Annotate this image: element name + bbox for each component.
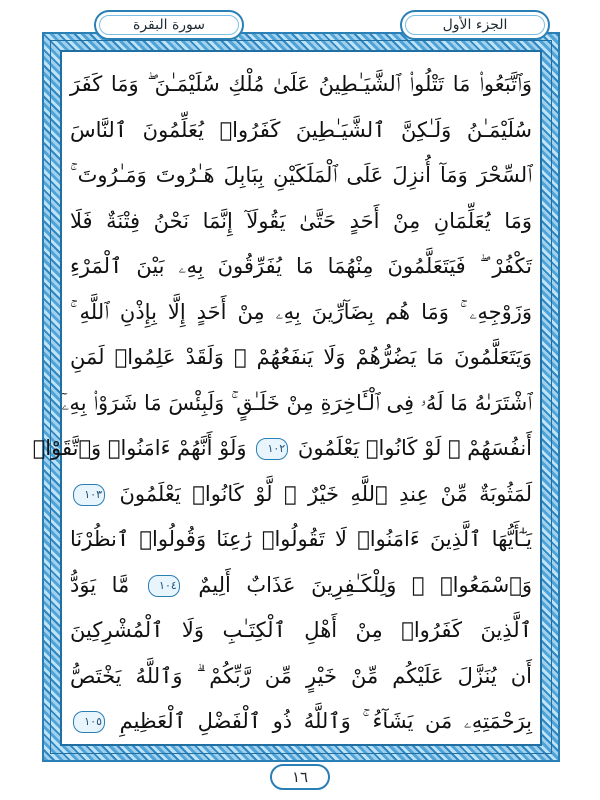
ayah-number-marker: ١٠٣ xyxy=(73,484,105,506)
verse-text: مَّا يَوَدُّ xyxy=(70,572,130,597)
verse-text: يَـٰٓأَيُّهَا ٱلَّذِينَ ءَامَنُوا۟ لَا تَقُولُوا۟ رَٰعِنَا وَقُولُوا۟ ٱنظُرْنَا xyxy=(70,527,532,551)
page-number xyxy=(270,764,330,790)
verse-text: تَكْفُرْ ۖ فَيَتَعَلَّمُونَ مِنْهُمَا مَا يُفَرِّقُونَ بِهِۦ بَيْنَ ٱلْمَرْءِ xyxy=(70,254,532,278)
ayah-number-marker: ١٠٤ xyxy=(148,575,180,597)
text-line xyxy=(70,62,532,108)
verse-text: أَنفُسَهُمْ ۚ لَوْ كَانُوا۟ يَعْلَمُونَ xyxy=(297,436,532,460)
verse-text: بِرَحْمَتِهِۦ مَن يَشَآءُ ۚ وَٱللَّهُ ذُو ٱلْفَضْلِ ٱلْعَظِيمِ xyxy=(119,709,532,733)
text-line xyxy=(70,517,532,563)
text-line xyxy=(70,563,532,609)
text-line xyxy=(70,290,532,336)
verse-text: أَن يُنَزَّلَ عَلَيْكُم مِّنْ خَيْرٍ مِّن رَّبِّكُمْ ۗ وَٱللَّهُ يَخْتَصُّ xyxy=(70,663,532,688)
ayah-number-marker: ١٠٢ xyxy=(256,438,288,460)
verse-text: وَزَوْجِهِۦ ۚ وَمَا هُم بِضَآرِّينَ بِهِۦ مِنْ أَحَدٍ إِلَّا بِإِذْنِ ٱللَّهِ ۚ xyxy=(70,299,532,324)
text-line xyxy=(61,381,532,427)
text-line xyxy=(70,108,532,154)
verse-text: وَيَتَعَلَّمُونَ مَا يَضُرُّهُمْ وَلَا يَنفَعُهُمْ ۚ وَلَقَدْ عَلِمُوا۟ لَمَنِ xyxy=(70,345,532,369)
text-line xyxy=(70,153,532,199)
verse-text: لَمَثُوبَةٌ مِّنْ عِندِ ٱللَّهِ خَيْرٌ ۖ لَّوْ كَانُوا۟ يَعْلَمُونَ xyxy=(119,481,532,506)
ayah-number-marker: ١٠٥ xyxy=(73,711,105,733)
text-line xyxy=(70,244,532,290)
text-line xyxy=(70,654,532,700)
verse-text: وَٱتَّبَعُوا۟ مَا تَتْلُوا۟ ٱلشَّيَـٰطِينُ عَلَىٰ مُلْكِ سُلَيْمَـٰنَ ۖ وَمَا كَفَرَ xyxy=(70,72,532,96)
quran-text-lines xyxy=(32,62,532,745)
text-line xyxy=(70,335,532,381)
verse-text: وَلَوْ أَنَّهُمْ ءَامَنُوا۟ وَٱتَّقَوْا۟ xyxy=(32,436,247,460)
surah-label xyxy=(94,10,244,40)
verse-text: وَمَا يُعَلِّمَانِ مِنْ أَحَدٍ حَتَّىٰ يَقُولَآ إِنَّمَا نَحْنُ فِتْنَةٌ فَلَا xyxy=(70,208,532,233)
verse-text: ٱلسِّحْرَ وَمَآ أُنزِلَ عَلَى ٱلْمَلَكَيْنِ بِبَابِلَ هَـٰرُوتَ وَمَـٰرُوتَ ۚ xyxy=(70,163,532,187)
verse-text: ٱشْتَرَىٰهُ مَا لَهُۥ فِى ٱلْـَٔاخِرَةِ مِنْ خَلَـٰقٍ ۚ وَلَبِئْسَ مَا شَرَوْا۟ بِهِۦٓ xyxy=(61,390,532,415)
page-number-text: ١٦ xyxy=(291,768,309,786)
surah-label-text: سورة البقرة xyxy=(132,17,206,33)
text-line xyxy=(70,699,532,745)
text-line xyxy=(32,426,532,472)
text-line xyxy=(70,608,532,654)
juz-label xyxy=(400,10,550,40)
verse-text: وَٱسْمَعُوا۟ ۗ وَلِلْكَـٰفِرِينَ عَذَابٌ أَلِيمٌ xyxy=(198,572,532,597)
text-line xyxy=(70,472,532,518)
verse-text: سُلَيْمَـٰنُ وَلَـٰكِنَّ ٱلشَّيَـٰطِينَ كَفَرُوا۟ يُعَلِّمُونَ ٱلنَّاسَ xyxy=(70,117,532,142)
juz-label-text: الجزء الأول xyxy=(442,17,508,33)
verse-text: ٱلَّذِينَ كَفَرُوا۟ مِنْ أَهْلِ ٱلْكِتَـٰبِ وَلَا ٱلْمُشْرِكِينَ xyxy=(70,618,532,642)
text-line xyxy=(70,199,532,245)
